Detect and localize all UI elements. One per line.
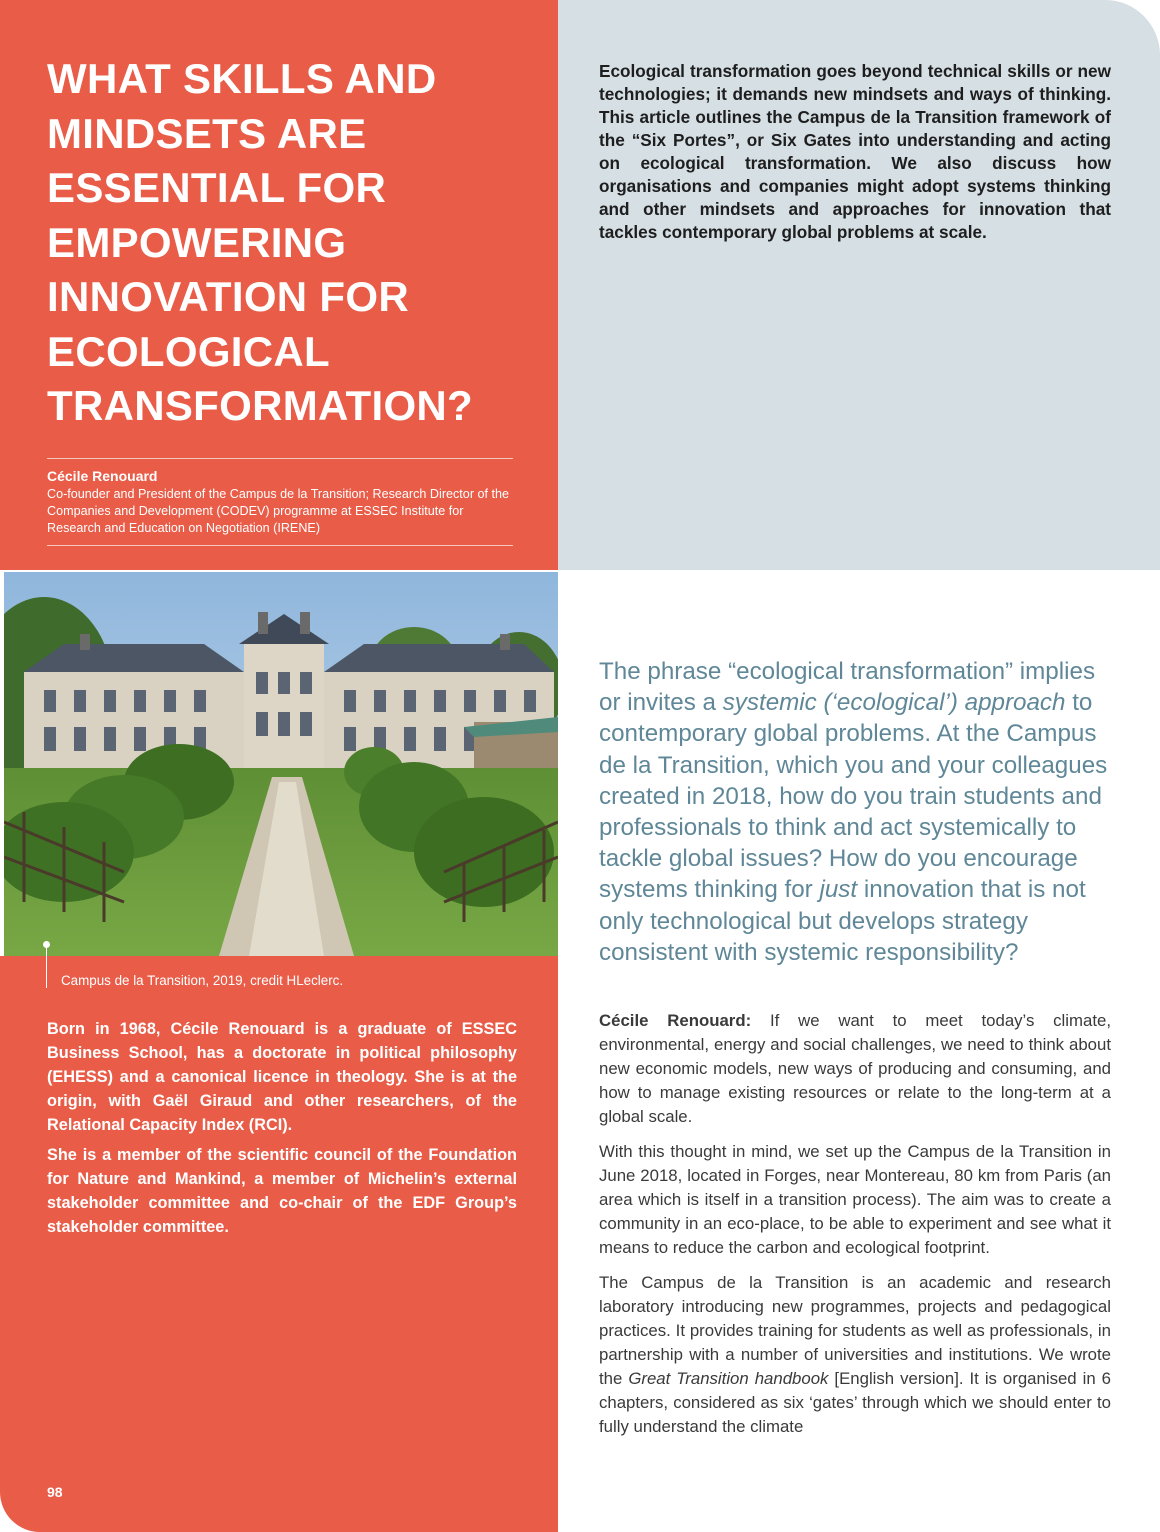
question-emphasis: systemic (‘ecological’) approach xyxy=(722,689,1066,717)
book-title: Great Transition handbook xyxy=(628,1369,829,1388)
article-intro: Ecological transformation goes beyond technical skills or new technologies; it demands new mindsets and ways of thinking. This article outlines the Campus de la Transition framework of the “Six Portes”, or Six Gates into understanding and acting on ecological transformation. We also discuss how organisations and companies might adopt systems thinking and other mindsets and approaches for innovation that tackles contemporary global problems at scale. xyxy=(599,61,1111,242)
question-text: The phrase “ecological transformation” implies or invites a xyxy=(599,658,1096,717)
answer-paragraph xyxy=(599,1009,1111,1129)
question-text: to contemporary global problems. At the Campus de la Transition, which you and your colleagues created in 2018, how do you train students and professionals to think and act systemically to tackle global issues? How do you encourage systems thinking for xyxy=(599,689,1108,904)
question-emphasis: just xyxy=(819,876,858,904)
interview-question xyxy=(599,656,1111,968)
answer-text: The Campus de la Transition is an academic and research laboratory introducing new programmes, projects and pedagogical practices. It provides training for students as well as professionals, in partnership with a number of universities and institutions. We wrote the xyxy=(599,1273,1111,1388)
question-text: innovation that is not only technological but develops strategy consistent with systemic responsibility? xyxy=(599,876,1086,966)
photo-caption: Campus de la Transition, 2019, credit HLeclerc. xyxy=(61,973,344,988)
bio-paragraph: She is a member of the scientific council of the Foundation for Nature and Mankind, a member of Michelin’s external stakeholder committee and co-chair of the EDF Group’s stakeholder committee. xyxy=(47,1146,517,1236)
interview-answer xyxy=(599,1009,1111,1450)
author-affiliation: Co-founder and President of the Campus de la Transition; Research Director of the Companies and Development (CODEV) programme at ESSEC Institute for Research and Education on Negotiation (IRENE) xyxy=(47,487,510,535)
answer-text: If we want to meet today’s climate, environmental, energy and social challenges, we need to think about new economic models, new ways of producing and consuming, and how to manage existing resources or relate to the long-term at a global scale. xyxy=(599,1011,1111,1126)
author-block xyxy=(47,458,513,546)
author-name: Cécile Renouard xyxy=(47,468,158,484)
answer-paragraph: With this thought in mind, we set up the Campus de la Transition in June 2018, located in Forges, near Montereau, 80 km from Paris (an area which is itself in a transition process). The aim was to create a community in an eco-place, to be able to experiment and see what it means to reduce the carbon and ecological footprint. xyxy=(599,1142,1111,1257)
article-title: WHAT SKILLS AND MINDSETS ARE ESSENTIAL FOR EMPOWERING INNOVATION FOR ECOLOGICAL TRANSFORMATION? xyxy=(47,55,473,429)
author-bio xyxy=(47,1017,517,1245)
page-number: 98 xyxy=(47,1484,63,1500)
answer-text: [English version]. It is organised in 6 chapters, considered as six ‘gates’ through which we should enter to fully understand the climate xyxy=(599,1369,1112,1436)
speaker-name: Cécile Renouard: xyxy=(599,1011,752,1030)
answer-paragraph xyxy=(599,1271,1111,1439)
bio-paragraph: Born in 1968, Cécile Renouard is a graduate of ESSEC Business School, has a doctorate in political philosophy (EHESS) and a canonical licence in theology. She is at the origin, with Gaël Giraud and other researchers, of the Relational Capacity Index (RCI). xyxy=(47,1020,517,1134)
caption-marker-line xyxy=(46,944,47,988)
campus-photo xyxy=(4,572,558,956)
